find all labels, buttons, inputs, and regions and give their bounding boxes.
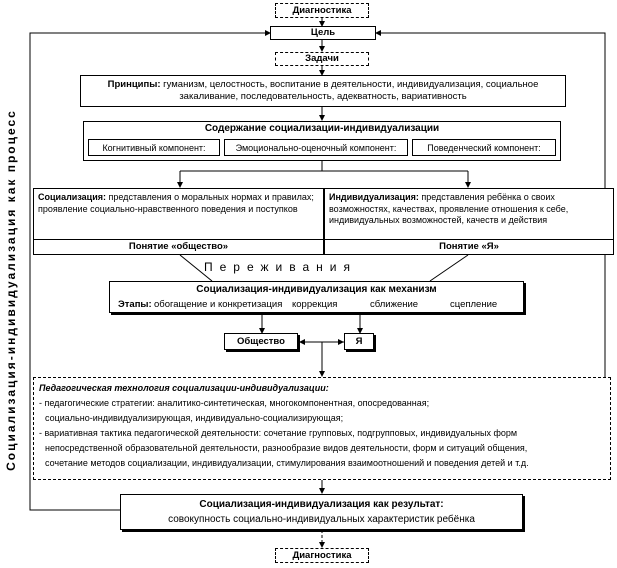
content-box <box>83 121 561 161</box>
concept-self-label: Понятие «Я» <box>439 241 499 252</box>
stage-2: коррекция <box>292 299 338 310</box>
individualization-text: представления ребёнка о своих возможностях, качествах, проявление отношения к себе, индивидуальных возможностей, качеств и действия <box>329 192 569 225</box>
society-label: Общество <box>237 335 285 347</box>
technology-line-1: - педагогические стратегии: аналитико-синтетическая, многокомпонентная, опосредованная; <box>39 398 430 408</box>
diagnostics-top-box <box>275 3 369 18</box>
stage-4: сцепление <box>450 299 498 310</box>
mechanism-title: Социализация-индивидуализация как механизм <box>196 284 437 295</box>
principles-text: гуманизм, целостность, воспитание в деятельности, индивидуализация, социальное закаливание, последовательность, адекватность, вариативность <box>160 79 539 102</box>
individualization-box <box>324 188 614 255</box>
result-title: Социализация-индивидуализация как результат: <box>199 499 444 510</box>
self-box <box>344 333 374 350</box>
behavioral-component <box>412 139 556 156</box>
socialization-text: представления о моральных нормах и правилах; проявление социально-нравственного поведения и поступков <box>38 192 314 214</box>
concept-self <box>325 239 613 254</box>
diagnostics-bottom-box <box>275 548 369 563</box>
cognitive-component-label: Когнитивный компонент: <box>102 142 206 153</box>
goal-box <box>270 26 376 40</box>
stage-1: обогащение и конкретизация <box>154 299 283 310</box>
result-box <box>120 494 523 530</box>
process-sidebar <box>0 0 22 568</box>
concept-society <box>34 239 323 254</box>
experiences-label: Переживания <box>204 260 357 274</box>
tasks-label: Задачи <box>305 53 339 64</box>
society-box <box>224 333 298 350</box>
result-text: совокупность социально-индивидуальных характеристик ребёнка <box>168 514 475 525</box>
diagnostics-bottom-label: Диагностика <box>292 549 352 561</box>
cognitive-component <box>88 139 220 156</box>
tasks-box <box>275 52 369 66</box>
diagnostics-top-label: Диагностика <box>292 4 352 16</box>
behavioral-component-label: Поведенческий компонент: <box>427 142 541 153</box>
stages-label: Этапы: <box>118 299 152 310</box>
technology-line-2: социально-индивидуализирующая, индивидуально-социализирующая; <box>45 413 344 423</box>
funnel-right <box>430 255 468 281</box>
content-title: Содержание социализации-индивидуализации <box>204 123 440 134</box>
technology-box <box>33 377 611 480</box>
emotional-component <box>224 139 408 156</box>
technology-line-4: непосредственной образовательной деятельности, разнообразие видов деятельности, форм и ситуаций общения, <box>45 443 528 453</box>
goal-label: Цель <box>310 27 336 38</box>
individualization-label: Индивидуализация: <box>329 192 419 202</box>
concept-society-label: Понятие «общество» <box>128 241 229 252</box>
emotional-component-label: Эмоционально-оценочный компонент: <box>235 142 397 153</box>
socialization-label: Социализация: <box>38 192 106 202</box>
process-sidebar-label: Социализация-индивидуализация как процесс <box>4 109 18 471</box>
self-label: Я <box>355 335 363 347</box>
socialization-box <box>33 188 324 255</box>
technology-line-3: - вариативная тактика педагогической деятельности: сочетание групповых, подгрупповых, индивидуальных форм <box>39 428 518 438</box>
principles-label: Принципы: <box>107 79 161 90</box>
technology-line-5: сочетание методов социализации, индивидуализации, стимулирования взаимоотношений и поведения детей и т.д. <box>45 458 529 468</box>
technology-title: Педагогическая технология социализации-индивидуализации: <box>39 383 329 393</box>
stage-3: сближение <box>370 299 419 310</box>
principles-box <box>80 75 566 107</box>
mechanism-box <box>109 281 524 313</box>
